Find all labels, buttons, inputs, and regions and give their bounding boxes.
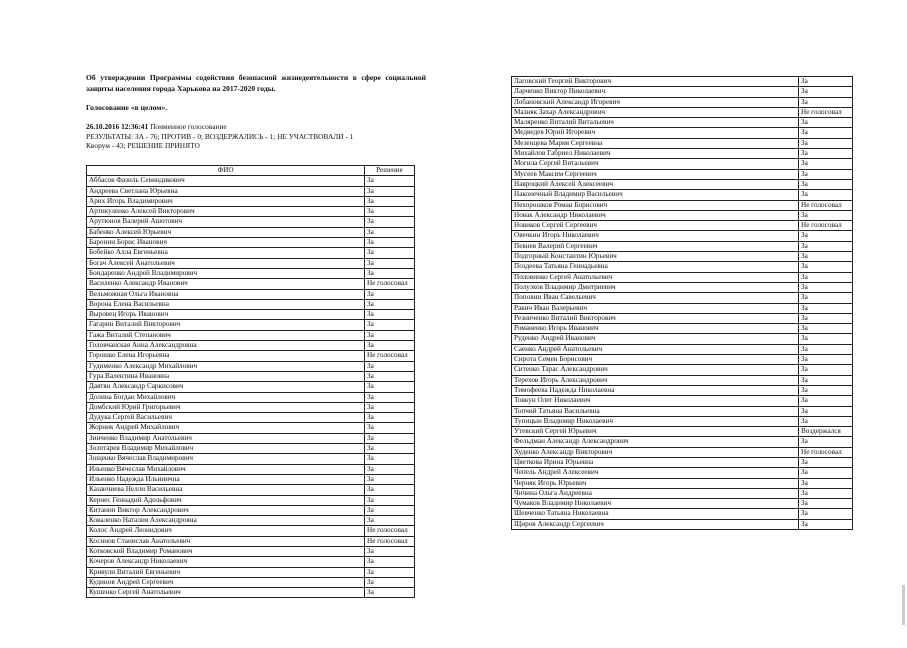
- deputy-name: Артикуленко Алексей Викторович: [87, 207, 365, 217]
- deputy-name: Арутюнов Валерий Ашотович: [87, 217, 365, 227]
- deputy-name: Цветкова Ирина Юрьевна: [512, 457, 799, 467]
- deputy-name: Баронин Борис Иванович: [87, 238, 365, 248]
- vote-decision: За: [365, 392, 415, 402]
- deputy-name: Резниченко Виталий Викторович: [512, 313, 799, 323]
- vote-decision: За: [799, 396, 853, 406]
- vote-decision: За: [365, 433, 415, 443]
- deputy-name: Кернес Геннадий Адольфович: [87, 495, 365, 505]
- deputy-name: Черняк Игорь Юрьевич: [512, 478, 799, 488]
- table-row: [87, 413, 415, 423]
- vote-decision: За: [799, 87, 853, 97]
- table-row: [512, 509, 853, 519]
- deputy-name: Китанин Виктор Александрович: [87, 505, 365, 515]
- table-row: [512, 107, 853, 117]
- table-row: [512, 499, 853, 509]
- deputy-name: Колос Андрей Леонидович: [87, 526, 365, 536]
- vote-decision: За: [365, 207, 415, 217]
- table-row: [87, 279, 415, 289]
- table-row: [512, 355, 853, 365]
- vote-decision: За: [799, 303, 853, 313]
- vote-decision: За: [799, 252, 853, 262]
- deputy-name: Полуэхов Владимир Дмитриевич: [512, 282, 799, 292]
- vote-decision: За: [365, 402, 415, 412]
- table-row: [512, 221, 853, 231]
- vote-decision: За: [799, 293, 853, 303]
- vote-decision: Не голосовал: [799, 221, 853, 231]
- deputy-name: Золотарев Владимир Михайлович: [87, 444, 365, 454]
- table-row: [87, 464, 415, 474]
- table-row: [87, 238, 415, 248]
- deputy-name: Утевский Сергей Юрьевич: [512, 427, 799, 437]
- vote-decision: За: [799, 97, 853, 107]
- table-row: [87, 268, 415, 278]
- table-row: [512, 488, 853, 498]
- table-row: [87, 536, 415, 546]
- deputy-name: Андреева Светлана Юрьевна: [87, 186, 365, 196]
- vote-decision: Не голосовал: [799, 200, 853, 210]
- vote-decision: За: [799, 313, 853, 323]
- deputy-name: Домбский Юрий Григорьевич: [87, 402, 365, 412]
- table-row: [87, 361, 415, 371]
- deputy-name: Навроцкий Алексей Алексеевич: [512, 179, 799, 189]
- deputy-name: Кудинов Андрей Сергеевич: [87, 577, 365, 587]
- vote-decision: Воздержался: [799, 427, 853, 437]
- vote-decision: За: [799, 416, 853, 426]
- deputy-name: Ильенко Надежда Ильинична: [87, 474, 365, 484]
- vote-decision: За: [799, 334, 853, 344]
- vote-decision: За: [365, 341, 415, 351]
- vote-decision: За: [365, 289, 415, 299]
- vote-decision: За: [365, 464, 415, 474]
- deputy-name: Бабенко Алексей Юрьевич: [87, 227, 365, 237]
- deputy-name: Ильенко Вячеслав Михайлович: [87, 464, 365, 474]
- table-row: [87, 227, 415, 237]
- table-row: [512, 77, 853, 87]
- deputy-name: Романенко Игорь Иванович: [512, 324, 799, 334]
- deputy-name: Гагарин Виталий Викторович: [87, 320, 365, 330]
- table-row: [512, 159, 853, 169]
- vote-decision: За: [799, 262, 853, 272]
- vote-decision: За: [799, 210, 853, 220]
- deputy-name: Новиков Сергей Сергеевич: [512, 221, 799, 231]
- deputy-name: Бондаренко Андрей Владимирович: [87, 268, 365, 278]
- table-row: [87, 567, 415, 577]
- deputy-name: Щиров Александр Сергеевич: [512, 519, 799, 529]
- vote-decision: За: [365, 217, 415, 227]
- table-row: [87, 330, 415, 340]
- table-row: [87, 320, 415, 330]
- vote-decision: За: [799, 478, 853, 488]
- table-row: [87, 392, 415, 402]
- deputy-name: Поповин Иван Савельевич: [512, 293, 799, 303]
- vote-decision: За: [365, 196, 415, 206]
- deputy-name: Чепель Андрей Алексеевич: [512, 468, 799, 478]
- deputy-name: Поздеева Татьяна Геннадьевна: [512, 262, 799, 272]
- vote-decision: За: [799, 509, 853, 519]
- deputy-name: Саенко Андрей Анатольевич: [512, 344, 799, 354]
- table-row: [87, 577, 415, 587]
- deputy-name: Нехорошков Роман Борисович: [512, 200, 799, 210]
- table-row: [87, 485, 415, 495]
- vote-decision: За: [799, 149, 853, 159]
- document-header: [86, 72, 426, 151]
- vote-decision: За: [365, 268, 415, 278]
- vote-results: РЕЗУЛЬТАТЫ: ЗА - 76; ПРОТИВ - 0; ВОЗДЕРЖАЛИСЬ - 1; НЕ УЧАСТВОВАЛИ - 1: [86, 131, 354, 141]
- deputy-name: Товкун Олег Николаевич: [512, 396, 799, 406]
- deputy-name: Василенко Александр Иванович: [87, 279, 365, 289]
- table-row: [87, 371, 415, 381]
- deputy-name: Подгорный Константин Юрьевич: [512, 252, 799, 262]
- votes-table-left: [86, 165, 415, 598]
- table-row: [512, 334, 853, 344]
- column-header-name: ФИО: [87, 166, 365, 176]
- vote-decision: За: [365, 382, 415, 392]
- table-row: [512, 272, 853, 282]
- table-row: [87, 341, 415, 351]
- deputy-name: Вельможная Ольга Ивановна: [87, 289, 365, 299]
- vote-decision: За: [799, 375, 853, 385]
- deputy-name: Худенко Александр Викторович: [512, 447, 799, 457]
- vote-decision: За: [799, 406, 853, 416]
- vote-decision: За: [799, 519, 853, 529]
- table-row: [512, 97, 853, 107]
- vote-type: Голосование «в целом».: [86, 103, 168, 112]
- vote-decision: Не голосовал: [799, 107, 853, 117]
- deputy-name: Чумаков Владимир Николаевич: [512, 499, 799, 509]
- deputy-name: Долина Богдан Михайлович: [87, 392, 365, 402]
- table-row: [87, 382, 415, 392]
- vote-decision: За: [799, 355, 853, 365]
- table-row: [512, 313, 853, 323]
- vote-decision: За: [365, 577, 415, 587]
- table-row: [512, 169, 853, 179]
- table-row: [87, 186, 415, 196]
- vote-decision: За: [799, 231, 853, 241]
- vote-decision: За: [799, 437, 853, 447]
- vote-decision: За: [799, 488, 853, 498]
- vote-decision: За: [365, 361, 415, 371]
- deputy-name: Могила Сергей Витальевич: [512, 159, 799, 169]
- deputy-name: Богач Алексей Анатольевич: [87, 258, 365, 268]
- table-row: [87, 248, 415, 258]
- table-row: [87, 495, 415, 505]
- deputy-name: Выровец Игорь Иванович: [87, 310, 365, 320]
- deputy-name: Коваленко Наталия Александровна: [87, 516, 365, 526]
- vote-decision: За: [365, 227, 415, 237]
- deputy-name: Руденко Андрей Иванович: [512, 334, 799, 344]
- table-row: [512, 344, 853, 354]
- deputy-name: Гура Валентина Ивановна: [87, 371, 365, 381]
- table-row: [512, 118, 853, 128]
- deputy-name: Зинченко Владимир Анатольевич: [87, 433, 365, 443]
- table-row: [87, 176, 415, 186]
- deputy-name: Лаговский Георгий Викторович: [512, 77, 799, 87]
- deputy-name: Жорник Андрей Михайлович: [87, 423, 365, 433]
- vote-decision: Не голосовал: [365, 526, 415, 536]
- vote-decision: За: [365, 248, 415, 258]
- vote-quorum: Кворум - 43; РЕШЕНИЕ ПРИНЯТО: [86, 141, 200, 150]
- vote-decision: За: [799, 468, 853, 478]
- deputy-name: Ворона Елена Васильевна: [87, 299, 365, 309]
- deputy-name: Давтян Александр Саркисович: [87, 382, 365, 392]
- deputy-name: Ситенко Тарас Александрович: [512, 365, 799, 375]
- deputy-name: Зощенко Вячеслав Владимирович: [87, 454, 365, 464]
- deputy-name: Михайлов Габриел Николаевич: [512, 149, 799, 159]
- deputy-name: Котковский Владимир Романович: [87, 546, 365, 556]
- deputy-name: Тупицын Владимир Николаевич: [512, 416, 799, 426]
- deputy-name: Казанчиева Нелли Васильевна: [87, 485, 365, 495]
- deputy-name: Певнев Валерий Сергеевич: [512, 241, 799, 251]
- table-row: [87, 557, 415, 567]
- table-row: [512, 128, 853, 138]
- vote-decision: За: [365, 588, 415, 598]
- table-row: [512, 396, 853, 406]
- vote-decision: За: [799, 457, 853, 467]
- vote-decision: За: [365, 238, 415, 248]
- deputy-name: Гудименко Александр Михайлович: [87, 361, 365, 371]
- table-row: [87, 444, 415, 454]
- vote-decision: За: [365, 186, 415, 196]
- table-row: [87, 454, 415, 464]
- vote-decision: За: [799, 169, 853, 179]
- vote-decision: За: [365, 485, 415, 495]
- table-row: [512, 149, 853, 159]
- vote-decision: За: [365, 567, 415, 577]
- vote-decision: Не голосовал: [365, 536, 415, 546]
- deputy-name: Кушенко Сергей Анатольевич: [87, 588, 365, 598]
- vote-decision: За: [799, 138, 853, 148]
- deputy-name: Половинко Сергей Анатольевич: [512, 272, 799, 282]
- votes-table-right-body: [512, 77, 853, 530]
- table-row: [512, 406, 853, 416]
- deputy-name: Кочеров Александр Николаевич: [87, 557, 365, 567]
- table-row: [512, 282, 853, 292]
- vote-decision: За: [799, 282, 853, 292]
- deputy-name: Сирота Семен Борисович: [512, 355, 799, 365]
- table-row: [87, 258, 415, 268]
- vote-decision: За: [799, 159, 853, 169]
- table-row: [512, 427, 853, 437]
- vote-decision: За: [799, 77, 853, 87]
- table-row: [87, 505, 415, 515]
- table-row: [87, 207, 415, 217]
- table-row: [512, 241, 853, 251]
- deputy-name: Чичина Ольга Андреевна: [512, 488, 799, 498]
- table-row: [87, 423, 415, 433]
- vote-timestamp: 26.10.2016 12:36:41: [86, 122, 149, 131]
- deputy-name: Арих Игорь Владимирович: [87, 196, 365, 206]
- vote-decision: За: [365, 505, 415, 515]
- table-row: [512, 87, 853, 97]
- table-row: [87, 289, 415, 299]
- table-row: [87, 196, 415, 206]
- table-row: [87, 433, 415, 443]
- vote-decision: За: [799, 365, 853, 375]
- deputy-name: Фельдман Александр Александрович: [512, 437, 799, 447]
- table-row: [512, 231, 853, 241]
- vote-decision: За: [799, 324, 853, 334]
- vote-decision: За: [799, 385, 853, 395]
- vote-summary: [86, 122, 426, 151]
- table-row: [512, 303, 853, 313]
- table-row: [512, 478, 853, 488]
- vote-decision: За: [365, 444, 415, 454]
- table-row: [87, 310, 415, 320]
- deputy-name: Терехов Игорь Александрович: [512, 375, 799, 385]
- vote-decision: За: [365, 258, 415, 268]
- table-row: [512, 262, 853, 272]
- deputy-name: Мезенцева Мария Сергеевна: [512, 138, 799, 148]
- table-row: [87, 516, 415, 526]
- deputy-name: Топчий Татьяна Васильевна: [512, 406, 799, 416]
- column-header-decision: Решение: [365, 166, 415, 176]
- vote-decision: За: [365, 474, 415, 484]
- table-row: [512, 190, 853, 200]
- vote-decision: За: [365, 299, 415, 309]
- table-row: [87, 474, 415, 484]
- votes-table-right: [511, 76, 853, 530]
- deputy-name: Мазняк Захар Александрович: [512, 107, 799, 117]
- deputy-name: Гажа Виталий Степанович: [87, 330, 365, 340]
- table-row: [512, 179, 853, 189]
- table-row: [512, 375, 853, 385]
- vote-decision: За: [365, 330, 415, 340]
- vote-decision: За: [799, 241, 853, 251]
- vote-decision: За: [799, 190, 853, 200]
- vote-decision: За: [365, 423, 415, 433]
- table-row: [512, 519, 853, 529]
- vote-decision: За: [365, 557, 415, 567]
- vote-decision: Не голосовал: [365, 351, 415, 361]
- scan-edge-mark: [902, 585, 905, 625]
- vote-decision: За: [365, 516, 415, 526]
- vote-decision: За: [799, 344, 853, 354]
- table-row: [512, 437, 853, 447]
- deputy-name: Аббасов Фазиль Севиндикович: [87, 176, 365, 186]
- vote-decision: За: [799, 272, 853, 282]
- vote-decision: Не голосовал: [799, 447, 853, 457]
- table-row: [87, 402, 415, 412]
- vote-decision: За: [799, 179, 853, 189]
- table-row: [512, 324, 853, 334]
- table-row: [512, 210, 853, 220]
- deputy-name: Головчанская Анна Александровна: [87, 341, 365, 351]
- table-row: [87, 299, 415, 309]
- vote-decision: За: [799, 128, 853, 138]
- vote-decision: Не голосовал: [365, 279, 415, 289]
- table-row: [512, 457, 853, 467]
- deputy-name: Кривули Виталий Евгеньевич: [87, 567, 365, 577]
- table-header-row: [87, 166, 415, 176]
- table-row: [512, 447, 853, 457]
- deputy-name: Овечкин Игорь Николаевич: [512, 231, 799, 241]
- vote-decision: За: [365, 310, 415, 320]
- vote-decision: За: [365, 454, 415, 464]
- vote-decision: За: [365, 176, 415, 186]
- vote-decision: За: [365, 320, 415, 330]
- vote-decision: За: [365, 546, 415, 556]
- table-row: [512, 468, 853, 478]
- vote-decision: За: [365, 495, 415, 505]
- deputy-name: Наконечный Владимир Васильевич: [512, 190, 799, 200]
- table-row: [87, 546, 415, 556]
- deputy-name: Новак Александр Николаевич: [512, 210, 799, 220]
- deputy-name: Маляренко Виталий Витальевич: [512, 118, 799, 128]
- table-row: [87, 588, 415, 598]
- vote-timestamp-line: [86, 122, 426, 132]
- deputy-name: Мусеев Максим Сергеевич: [512, 169, 799, 179]
- deputy-name: Лобановский Александр Игоревич: [512, 97, 799, 107]
- table-row: [512, 200, 853, 210]
- deputy-name: Ларченко Виктор Николаевич: [512, 87, 799, 97]
- deputy-name: Горошко Елена Игорьевна: [87, 351, 365, 361]
- deputy-name: Дудука Сергей Васильевич: [87, 413, 365, 423]
- deputy-name: Косинов Станислав Анатольевич: [87, 536, 365, 546]
- vote-decision: За: [799, 499, 853, 509]
- vote-decision: За: [799, 118, 853, 128]
- deputy-name: Тимофеева Надежда Николаевна: [512, 385, 799, 395]
- table-row: [87, 351, 415, 361]
- deputy-name: Шевченко Татьяна Николаевна: [512, 509, 799, 519]
- document-title: Об утверждении Программы содействия безопасной жизнедеятельности в сфере социальной защиты населения города Харькова на 2017-2020 годы.: [86, 73, 426, 93]
- table-row: [512, 293, 853, 303]
- table-row: [512, 252, 853, 262]
- table-row: [87, 217, 415, 227]
- votes-table-left-body: [87, 176, 415, 598]
- table-row: [512, 416, 853, 426]
- vote-mode: Поименное голосование: [150, 122, 227, 131]
- table-row: [512, 138, 853, 148]
- table-row: [87, 526, 415, 536]
- deputy-name: Бобейко Алла Евгеньевна: [87, 248, 365, 258]
- deputy-name: Медведев Юрий Игоревич: [512, 128, 799, 138]
- table-row: [512, 385, 853, 395]
- vote-decision: За: [365, 371, 415, 381]
- deputy-name: Ракич Иван Валерьевич: [512, 303, 799, 313]
- table-row: [512, 365, 853, 375]
- vote-decision: За: [365, 413, 415, 423]
